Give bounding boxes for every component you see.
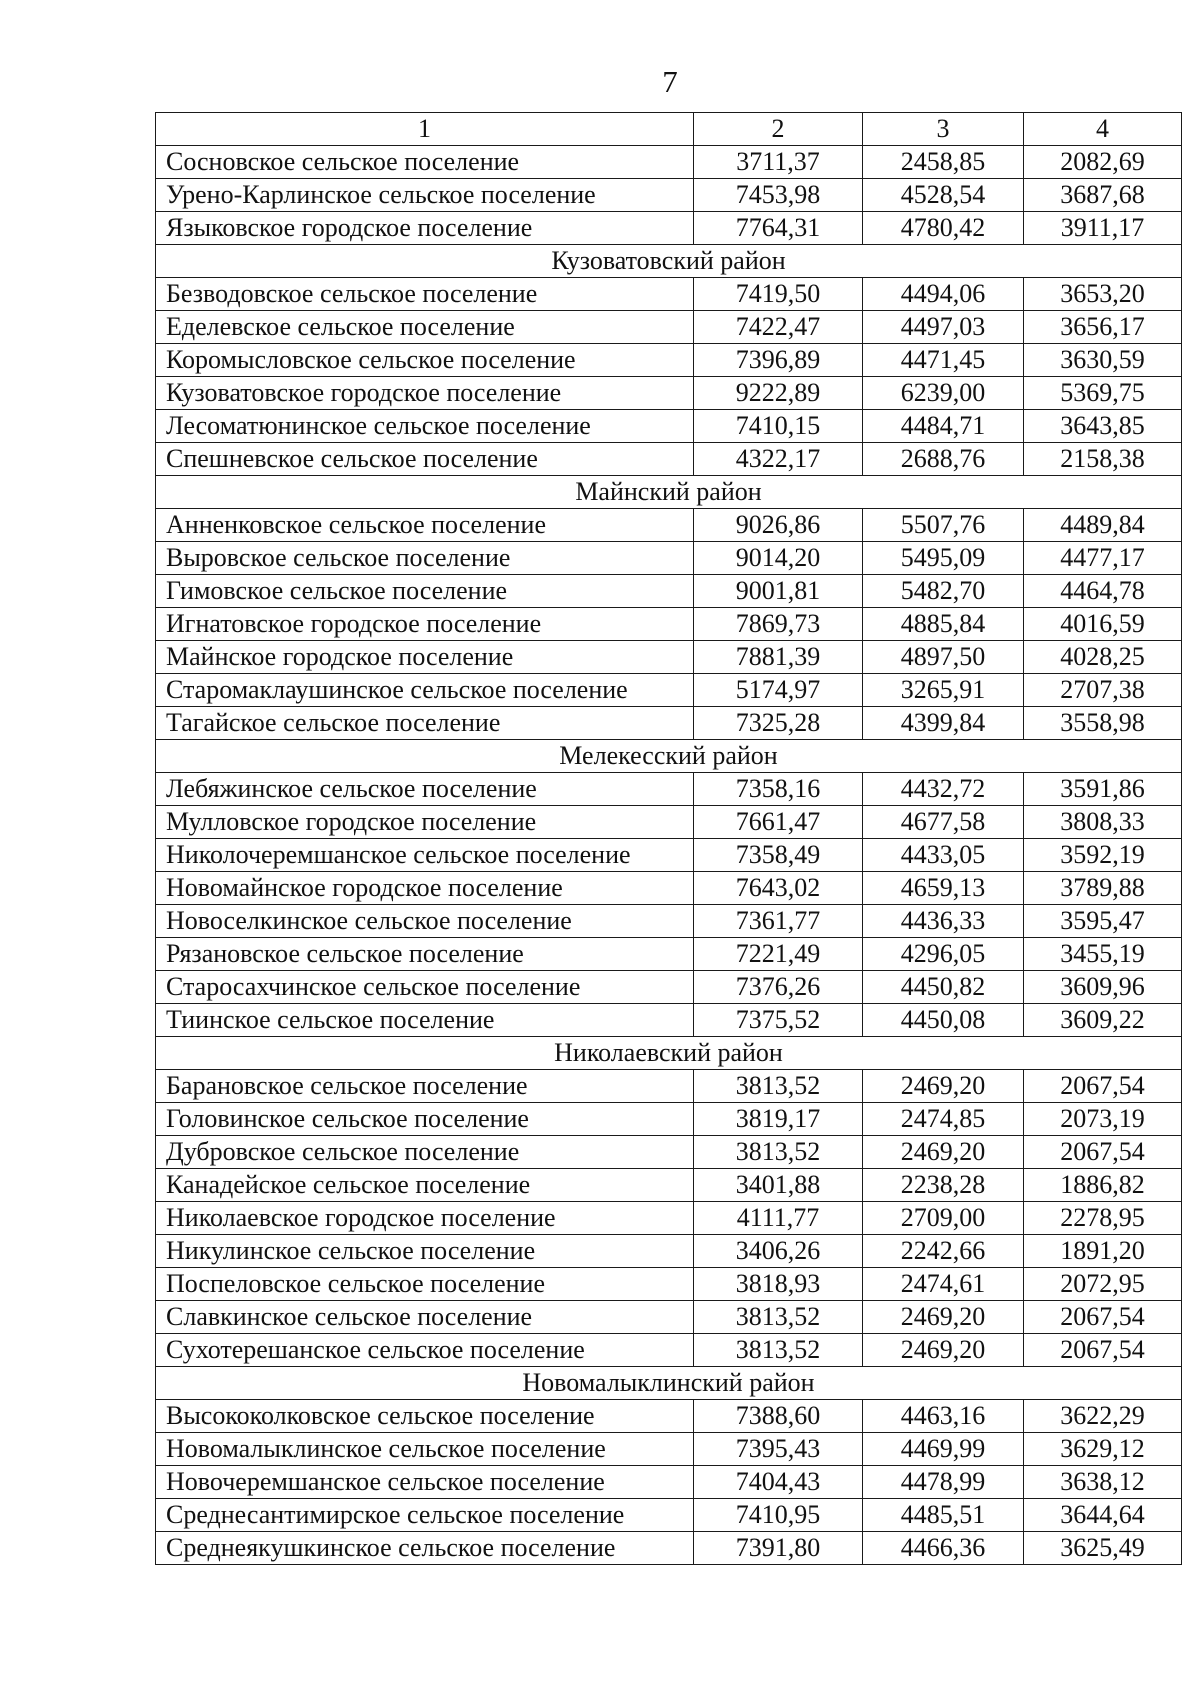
column-header: 1 [156, 113, 694, 146]
table-row [156, 311, 1182, 344]
value-cell-col4: 3630,59 [1024, 344, 1182, 377]
table-header-row [156, 113, 1182, 146]
table-row [156, 212, 1182, 245]
table-row [156, 674, 1182, 707]
value-cell-col2: 7410,95 [694, 1499, 863, 1532]
value-cell-col4: 2067,54 [1024, 1301, 1182, 1334]
district-title: Мелекесский район [156, 740, 1182, 773]
value-cell-col4: 3629,12 [1024, 1433, 1182, 1466]
page-number: 7 [662, 64, 678, 99]
table-row [156, 1334, 1182, 1367]
value-cell-col4: 3625,49 [1024, 1532, 1182, 1565]
value-cell-col2: 7325,28 [694, 707, 863, 740]
settlement-name-cell: Безводовское сельское поселение [156, 278, 694, 311]
value-cell-col4: 3789,88 [1024, 872, 1182, 905]
table-row [156, 905, 1182, 938]
table-row [156, 1136, 1182, 1169]
value-cell-col4: 5369,75 [1024, 377, 1182, 410]
value-cell-col4: 2067,54 [1024, 1334, 1182, 1367]
settlement-name-cell: Майнское городское поселение [156, 641, 694, 674]
value-cell-col4: 4028,25 [1024, 641, 1182, 674]
value-cell-col2: 7453,98 [694, 179, 863, 212]
table-row [156, 443, 1182, 476]
settlement-name-cell: Сосновское сельское поселение [156, 146, 694, 179]
settlement-name-cell: Коромысловское сельское поселение [156, 344, 694, 377]
value-cell-col3: 2469,20 [863, 1136, 1024, 1169]
value-cell-col2: 7661,47 [694, 806, 863, 839]
settlement-name-cell: Урено-Карлинское сельское поселение [156, 179, 694, 212]
value-cell-col2: 9026,86 [694, 509, 863, 542]
settlement-name-cell: Языковское городское поселение [156, 212, 694, 245]
settlement-name-cell: Лебяжинское сельское поселение [156, 773, 694, 806]
settlement-name-cell: Мулловское городское поселение [156, 806, 694, 839]
value-cell-col3: 4494,06 [863, 278, 1024, 311]
value-cell-col2: 7422,47 [694, 311, 863, 344]
table-row [156, 1169, 1182, 1202]
value-cell-col2: 7396,89 [694, 344, 863, 377]
table-row [156, 806, 1182, 839]
value-cell-col3: 2474,85 [863, 1103, 1024, 1136]
value-cell-col2: 7391,80 [694, 1532, 863, 1565]
value-cell-col3: 4433,05 [863, 839, 1024, 872]
settlement-name-cell: Среднесантимирское сельское поселение [156, 1499, 694, 1532]
value-cell-col3: 2242,66 [863, 1235, 1024, 1268]
value-cell-col3: 3265,91 [863, 674, 1024, 707]
value-cell-col2: 4111,77 [694, 1202, 863, 1235]
settlement-name-cell: Сухотерешанское сельское поселение [156, 1334, 694, 1367]
data-table [155, 112, 1182, 1565]
value-cell-col2: 3819,17 [694, 1103, 863, 1136]
value-cell-col4: 1886,82 [1024, 1169, 1182, 1202]
value-cell-col3: 4296,05 [863, 938, 1024, 971]
value-cell-col3: 5507,76 [863, 509, 1024, 542]
settlement-name-cell: Новомайнское городское поселение [156, 872, 694, 905]
table-row [156, 938, 1182, 971]
table-row [156, 1004, 1182, 1037]
table-row [156, 1433, 1182, 1466]
table-row [156, 707, 1182, 740]
value-cell-col4: 1891,20 [1024, 1235, 1182, 1268]
value-cell-col2: 7410,15 [694, 410, 863, 443]
table-row [156, 839, 1182, 872]
value-cell-col3: 4780,42 [863, 212, 1024, 245]
district-title: Новомалыклинский район [156, 1367, 1182, 1400]
value-cell-col3: 4469,99 [863, 1433, 1024, 1466]
settlement-name-cell: Анненковское сельское поселение [156, 509, 694, 542]
table-row [156, 1070, 1182, 1103]
value-cell-col2: 7395,43 [694, 1433, 863, 1466]
table-row [156, 146, 1182, 179]
settlement-name-cell: Тагайское сельское поселение [156, 707, 694, 740]
value-cell-col3: 4466,36 [863, 1532, 1024, 1565]
value-cell-col3: 2458,85 [863, 146, 1024, 179]
value-cell-col2: 9222,89 [694, 377, 863, 410]
value-cell-col3: 4450,08 [863, 1004, 1024, 1037]
value-cell-col3: 4471,45 [863, 344, 1024, 377]
data-table-container [155, 112, 1182, 1565]
settlement-name-cell: Барановское сельское поселение [156, 1070, 694, 1103]
value-cell-col3: 2469,20 [863, 1070, 1024, 1103]
value-cell-col2: 3401,88 [694, 1169, 863, 1202]
settlement-name-cell: Николочеремшанское сельское поселение [156, 839, 694, 872]
settlement-name-cell: Канадейское сельское поселение [156, 1169, 694, 1202]
settlement-name-cell: Головинское сельское поселение [156, 1103, 694, 1136]
table-body [156, 113, 1182, 1565]
settlement-name-cell: Рязановское сельское поселение [156, 938, 694, 971]
value-cell-col4: 3609,96 [1024, 971, 1182, 1004]
table-row [156, 1532, 1182, 1565]
settlement-name-cell: Тиинское сельское поселение [156, 1004, 694, 1037]
table-row [156, 1466, 1182, 1499]
value-cell-col2: 7375,52 [694, 1004, 863, 1037]
value-cell-col2: 9001,81 [694, 575, 863, 608]
value-cell-col3: 4432,72 [863, 773, 1024, 806]
value-cell-col2: 7388,60 [694, 1400, 863, 1433]
table-row [156, 608, 1182, 641]
value-cell-col3: 2474,61 [863, 1268, 1024, 1301]
district-header-row [156, 476, 1182, 509]
settlement-name-cell: Выровское сельское поселение [156, 542, 694, 575]
settlement-name-cell: Новочеремшанское сельское поселение [156, 1466, 694, 1499]
table-row [156, 872, 1182, 905]
value-cell-col4: 2067,54 [1024, 1070, 1182, 1103]
value-cell-col2: 3813,52 [694, 1301, 863, 1334]
value-cell-col3: 5495,09 [863, 542, 1024, 575]
value-cell-col4: 2072,95 [1024, 1268, 1182, 1301]
settlement-name-cell: Дубровское сельское поселение [156, 1136, 694, 1169]
value-cell-col3: 4677,58 [863, 806, 1024, 839]
settlement-name-cell: Новоселкинское сельское поселение [156, 905, 694, 938]
district-header-row [156, 740, 1182, 773]
value-cell-col3: 4497,03 [863, 311, 1024, 344]
value-cell-col3: 4484,71 [863, 410, 1024, 443]
table-row [156, 542, 1182, 575]
settlement-name-cell: Среднеякушкинское сельское поселение [156, 1532, 694, 1565]
district-header-row [156, 1367, 1182, 1400]
value-cell-col4: 3622,29 [1024, 1400, 1182, 1433]
table-row [156, 1499, 1182, 1532]
settlement-name-cell: Новомалыклинское сельское поселение [156, 1433, 694, 1466]
value-cell-col2: 3818,93 [694, 1268, 863, 1301]
value-cell-col4: 3592,19 [1024, 839, 1182, 872]
settlement-name-cell: Высококолковское сельское поселение [156, 1400, 694, 1433]
value-cell-col4: 3638,12 [1024, 1466, 1182, 1499]
value-cell-col2: 7361,77 [694, 905, 863, 938]
value-cell-col4: 3808,33 [1024, 806, 1182, 839]
value-cell-col2: 4322,17 [694, 443, 863, 476]
value-cell-col3: 6239,00 [863, 377, 1024, 410]
value-cell-col2: 7376,26 [694, 971, 863, 1004]
district-title: Майнский район [156, 476, 1182, 509]
value-cell-col2: 7643,02 [694, 872, 863, 905]
settlement-name-cell: Кузоватовское городское поселение [156, 377, 694, 410]
value-cell-col3: 2688,76 [863, 443, 1024, 476]
value-cell-col4: 2082,69 [1024, 146, 1182, 179]
value-cell-col3: 4478,99 [863, 1466, 1024, 1499]
settlement-name-cell: Славкинское сельское поселение [156, 1301, 694, 1334]
table-row [156, 377, 1182, 410]
value-cell-col4: 4016,59 [1024, 608, 1182, 641]
settlement-name-cell: Старосахчинское сельское поселение [156, 971, 694, 1004]
value-cell-col4: 2278,95 [1024, 1202, 1182, 1235]
value-cell-col4: 3455,19 [1024, 938, 1182, 971]
value-cell-col4: 3558,98 [1024, 707, 1182, 740]
value-cell-col4: 2073,19 [1024, 1103, 1182, 1136]
value-cell-col2: 5174,97 [694, 674, 863, 707]
value-cell-col3: 4450,82 [863, 971, 1024, 1004]
value-cell-col3: 2238,28 [863, 1169, 1024, 1202]
settlement-name-cell: Николаевское городское поселение [156, 1202, 694, 1235]
value-cell-col2: 3711,37 [694, 146, 863, 179]
table-row [156, 1301, 1182, 1334]
value-cell-col4: 4477,17 [1024, 542, 1182, 575]
district-title: Николаевский район [156, 1037, 1182, 1070]
value-cell-col4: 2067,54 [1024, 1136, 1182, 1169]
value-cell-col4: 2707,38 [1024, 674, 1182, 707]
value-cell-col2: 7358,16 [694, 773, 863, 806]
value-cell-col3: 4436,33 [863, 905, 1024, 938]
value-cell-col2: 9014,20 [694, 542, 863, 575]
value-cell-col3: 5482,70 [863, 575, 1024, 608]
table-row [156, 278, 1182, 311]
value-cell-col2: 7869,73 [694, 608, 863, 641]
value-cell-col2: 7221,49 [694, 938, 863, 971]
value-cell-col2: 3813,52 [694, 1334, 863, 1367]
value-cell-col2: 7881,39 [694, 641, 863, 674]
value-cell-col4: 2158,38 [1024, 443, 1182, 476]
value-cell-col4: 3591,86 [1024, 773, 1182, 806]
value-cell-col4: 3653,20 [1024, 278, 1182, 311]
value-cell-col4: 3595,47 [1024, 905, 1182, 938]
value-cell-col2: 7764,31 [694, 212, 863, 245]
table-row [156, 1103, 1182, 1136]
settlement-name-cell: Гимовское сельское поселение [156, 575, 694, 608]
settlement-name-cell: Поспеловское сельское поселение [156, 1268, 694, 1301]
value-cell-col4: 3643,85 [1024, 410, 1182, 443]
value-cell-col4: 4489,84 [1024, 509, 1182, 542]
value-cell-col3: 4528,54 [863, 179, 1024, 212]
value-cell-col4: 4464,78 [1024, 575, 1182, 608]
settlement-name-cell: Никулинское сельское поселение [156, 1235, 694, 1268]
value-cell-col3: 4463,16 [863, 1400, 1024, 1433]
value-cell-col4: 3911,17 [1024, 212, 1182, 245]
value-cell-col3: 4485,51 [863, 1499, 1024, 1532]
value-cell-col2: 3813,52 [694, 1070, 863, 1103]
settlement-name-cell: Старомаклаушинское сельское поселение [156, 674, 694, 707]
value-cell-col3: 2469,20 [863, 1301, 1024, 1334]
district-header-row [156, 1037, 1182, 1070]
value-cell-col2: 3813,52 [694, 1136, 863, 1169]
value-cell-col4: 3609,22 [1024, 1004, 1182, 1037]
table-row [156, 971, 1182, 1004]
table-row [156, 509, 1182, 542]
table-row [156, 344, 1182, 377]
value-cell-col3: 4897,50 [863, 641, 1024, 674]
value-cell-col3: 4399,84 [863, 707, 1024, 740]
value-cell-col2: 7404,43 [694, 1466, 863, 1499]
settlement-name-cell: Лесоматюнинское сельское поселение [156, 410, 694, 443]
settlement-name-cell: Спешневское сельское поселение [156, 443, 694, 476]
value-cell-col2: 7419,50 [694, 278, 863, 311]
table-row [156, 1235, 1182, 1268]
value-cell-col2: 3406,26 [694, 1235, 863, 1268]
table-row [156, 575, 1182, 608]
value-cell-col2: 7358,49 [694, 839, 863, 872]
value-cell-col3: 2469,20 [863, 1334, 1024, 1367]
settlement-name-cell: Еделевское сельское поселение [156, 311, 694, 344]
settlement-name-cell: Игнатовское городское поселение [156, 608, 694, 641]
column-header: 2 [694, 113, 863, 146]
table-row [156, 1202, 1182, 1235]
district-title: Кузоватовский район [156, 245, 1182, 278]
column-header: 4 [1024, 113, 1182, 146]
table-row [156, 641, 1182, 674]
table-row [156, 1400, 1182, 1433]
table-row [156, 773, 1182, 806]
district-header-row [156, 245, 1182, 278]
table-row [156, 410, 1182, 443]
table-row [156, 1268, 1182, 1301]
value-cell-col3: 4659,13 [863, 872, 1024, 905]
value-cell-col4: 3687,68 [1024, 179, 1182, 212]
value-cell-col4: 3656,17 [1024, 311, 1182, 344]
column-header: 3 [863, 113, 1024, 146]
value-cell-col3: 2709,00 [863, 1202, 1024, 1235]
table-row [156, 179, 1182, 212]
value-cell-col3: 4885,84 [863, 608, 1024, 641]
value-cell-col4: 3644,64 [1024, 1499, 1182, 1532]
